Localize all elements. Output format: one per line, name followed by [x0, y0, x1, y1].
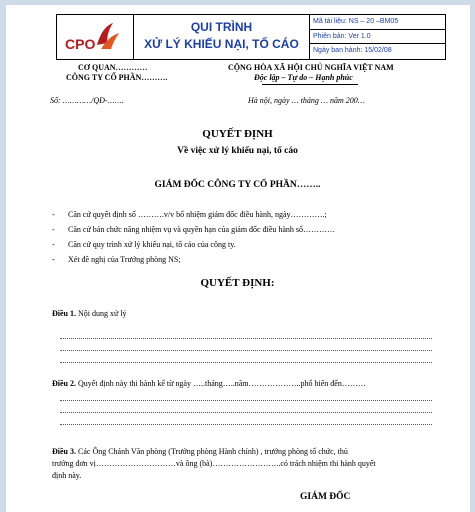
national-motto: Độc lập – Tự do – Hạnh phúc — [254, 73, 353, 82]
cpo-logo-icon — [57, 15, 133, 59]
basis-item: Căn cứ bản chức năng nhiệm vụ và quyền hạn của giám đốc điều hành số………… — [68, 225, 336, 234]
procedure-title — [134, 15, 310, 59]
procedure-title-line2: XỬ LÝ KHIẾU NẠI, TỐ CÁO — [144, 37, 299, 51]
document-code: Mã tài liệu: NS – 20 –BM05 — [310, 15, 445, 30]
document-issue-date: Ngày ban hành: 15/02/08 — [313, 47, 392, 55]
bullet: - — [52, 210, 55, 219]
document-version: Phiên bản: Ver 1.0 — [310, 30, 445, 45]
place-date: Hà nội, ngày … tháng … năm 200… — [248, 96, 365, 105]
fill-line — [60, 362, 432, 363]
article-1-label: Điều 1. — [52, 309, 76, 318]
article-3-line3: định này. — [52, 471, 82, 480]
decision-subject: Về việc xử lý khiếu nại, tố cáo — [177, 146, 298, 156]
procedure-title-line1: QUI TRÌNH — [190, 20, 253, 34]
window-frame-right — [470, 0, 475, 512]
signer-title: GIÁM ĐỐC — [300, 492, 351, 502]
article-2-text: Quyết định này thi hành kể từ ngày …..tháng…..năm………………..phổ biến đến……… — [78, 379, 366, 388]
basis-item: Xét đề nghị của Trưởng phòng NS; — [68, 255, 181, 264]
article-3-label: Điều 3. — [52, 447, 76, 456]
article-1 — [52, 309, 127, 318]
basis-item: Căn cứ quy trình xử lý khiếu nại, tố cáo của công ty. — [68, 240, 236, 249]
fill-line — [60, 338, 432, 339]
basis-item: Căn cứ quyết định số ……….v/v bổ nhiệm giám đốc điều hành, ngày………….; — [68, 210, 327, 219]
bullet: - — [52, 225, 55, 234]
agency-line: CƠ QUAN………… — [78, 63, 148, 72]
document-header — [56, 14, 446, 60]
article-2-label: Điều 2. — [52, 379, 76, 388]
fill-line — [60, 412, 432, 413]
article-3-line1 — [52, 447, 348, 456]
authority-title: GIÁM ĐỐC CÔNG TY CỔ PHẦN…….. — [154, 180, 321, 190]
bullet: - — [52, 240, 55, 249]
company-line: CÔNG TY CỔ PHẦN………. — [66, 73, 168, 82]
decision-title: QUYẾT ĐỊNH — [202, 128, 273, 140]
fill-line — [60, 350, 432, 351]
decides-heading: QUYẾT ĐỊNH: — [200, 277, 275, 289]
article-3-line2: trưởng đơn vị…………………………và ông (bà)……………………..có trách nhiệm thi hành quyết — [52, 459, 376, 468]
fill-line — [60, 400, 432, 401]
fill-line — [60, 424, 432, 425]
svg-text:CPO: CPO — [65, 36, 96, 52]
company-logo — [57, 15, 134, 59]
national-title: CỘNG HÒA XÃ HỘI CHỦ NGHĨA VIỆT NAM — [228, 63, 394, 72]
article-1-text: Nội dung xử lý — [78, 309, 127, 318]
article-3-text: Các Ông Chánh Văn phòng (Trưởng phòng Hành chính) , trưởng phòng tổ chức, thủ — [78, 447, 348, 456]
document-number: Số: …………/QĐ-……. — [50, 96, 124, 105]
article-2 — [52, 379, 366, 388]
window-frame-top — [0, 0, 475, 5]
window-frame-left — [0, 0, 6, 512]
document-info — [310, 15, 445, 59]
bullet: - — [52, 255, 55, 264]
motto-underline — [262, 84, 358, 85]
